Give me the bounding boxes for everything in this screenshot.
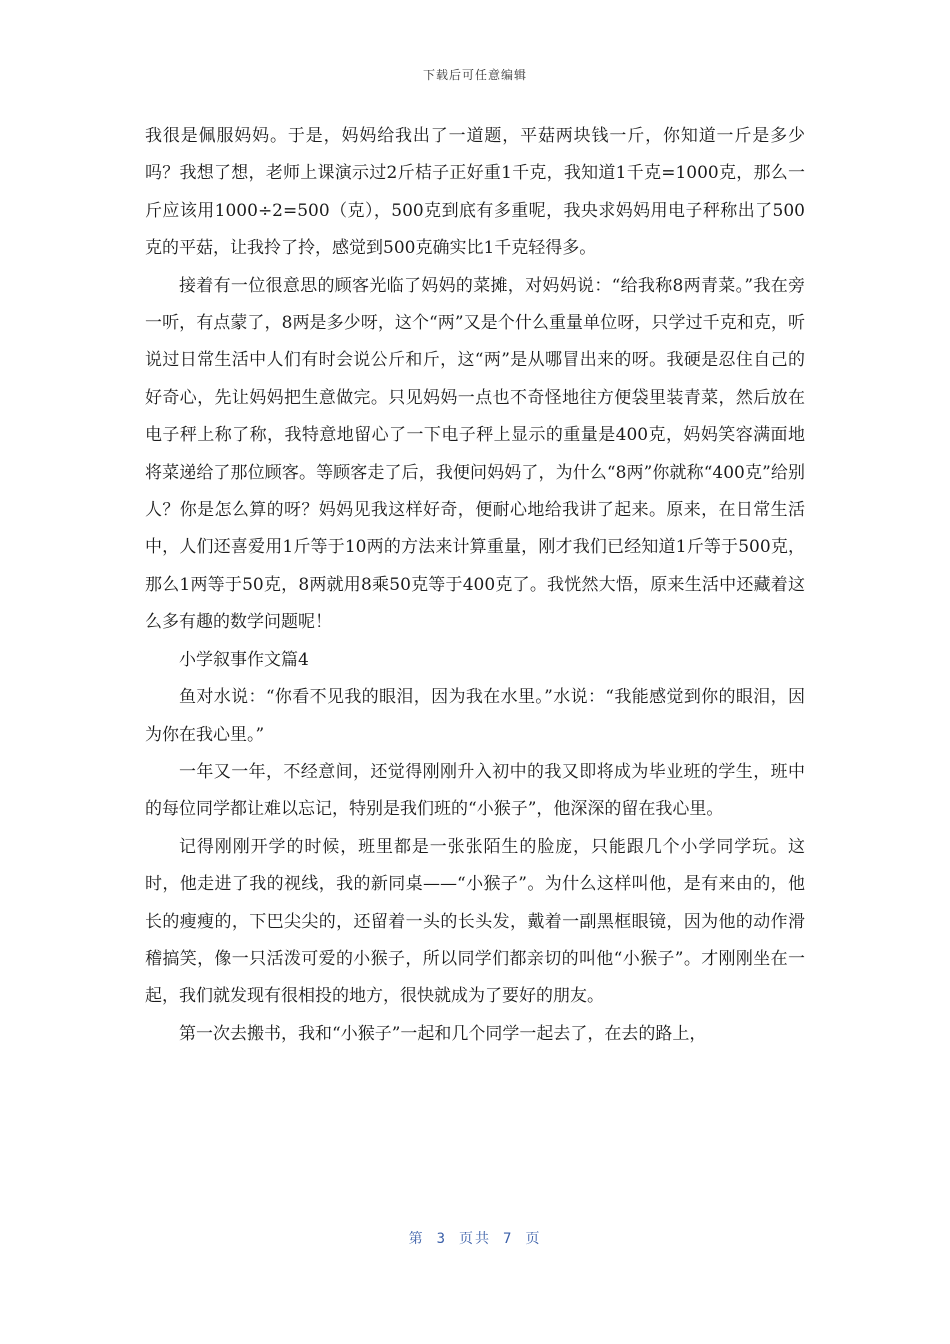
footer-suffix: 页 — [525, 1231, 542, 1247]
header-note: 下载后可任意编辑 — [422, 68, 527, 82]
footer-middle: 页共 — [459, 1231, 491, 1247]
footer-prefix: 第 — [408, 1231, 425, 1247]
current-page-number: 3 — [436, 1231, 447, 1247]
document-body — [145, 118, 805, 1053]
paragraph: 鱼对水说：“你看不见我的眼泪，因为我在水里。”水说：“我能感觉到你的眼泪，因为你在我心里。” — [145, 687, 805, 745]
paragraph: 一年又一年，不经意间，还觉得刚刚升入初中的我又即将成为毕业班的学生，班中的每位同学都让难以忘记，特别是我们班的“小猴子”，他深深的留在我心里。 — [145, 761, 805, 820]
paragraph: 我很是佩服妈妈。于是，妈妈给我出了一道题，平菇两块钱一斤，你知道一斤是多少吗？我想了想，老师上课演示过2斤桔子正好重1千克，我知道1千克=1000克，那么一斤应该用1000÷2=500（克），500克到底有多重呢，我央求妈妈用电子秤称出了500克的平菇，让我拎了拎，感觉到500克确实比1千克轻得多。 — [145, 126, 805, 259]
section-heading: 小学叙事作文篇4 — [179, 649, 309, 670]
total-pages-number: 7 — [503, 1231, 514, 1247]
paragraph: 接着有一位很意思的顾客光临了妈妈的菜摊，对妈妈说：“给我称8两青菜。”我在旁一听，有点蒙了，8两是多少呀，这个“两”又是个什么重量单位呀，只学过千克和克，听说过日常生活中人们有时会说公斤和斤，这“两”是从哪冒出来的呀。我硬是忍住自己的好奇心，先让妈妈把生意做完。只见妈妈一点也不奇怪地往方便袋里装青菜，然后放在电子秤上称了称，我特意地留心了一下电子秤上显示的重量是400克，妈妈笑容满面地将菜递给了那位顾客。等顾客走了后，我便问妈妈了，为什么“8两”你就称“400克”给别人？你是怎么算的呀？妈妈见我这样好奇，便耐心地给我讲了起来。原来，在日常生活中，人们还喜爱用1斤等于10两的方法来计算重量，刚才我们已经知道1斤等于500克，那么1两等于50克，8两就用8乘50克等于400克了。我恍然大悟，原来生活中还藏着这么多有趣的数学问题呢！ — [145, 275, 805, 633]
page-footer — [0, 1228, 950, 1248]
paragraph: 第一次去搬书，我和“小猴子”一起和几个同学一起去了，在去的路上， — [179, 1023, 707, 1044]
paragraph: 记得刚刚开学的时候，班里都是一张张陌生的脸庞，只能跟几个小学同学玩。这时，他走进了我的视线，我的新同桌——“小猴子”。为什么这样叫他，是有来由的，他长的瘦瘦的，下巴尖尖的，还留着一头的长头发，戴着一副黑框眼镜，因为他的动作滑稽搞笑，像一只活泼可爱的小猴子，所以同学们都亲切的叫他“小猴子”。才刚刚坐在一起，我们就发现有很相投的地方，很快就成为了要好的朋友。 — [145, 836, 805, 1007]
